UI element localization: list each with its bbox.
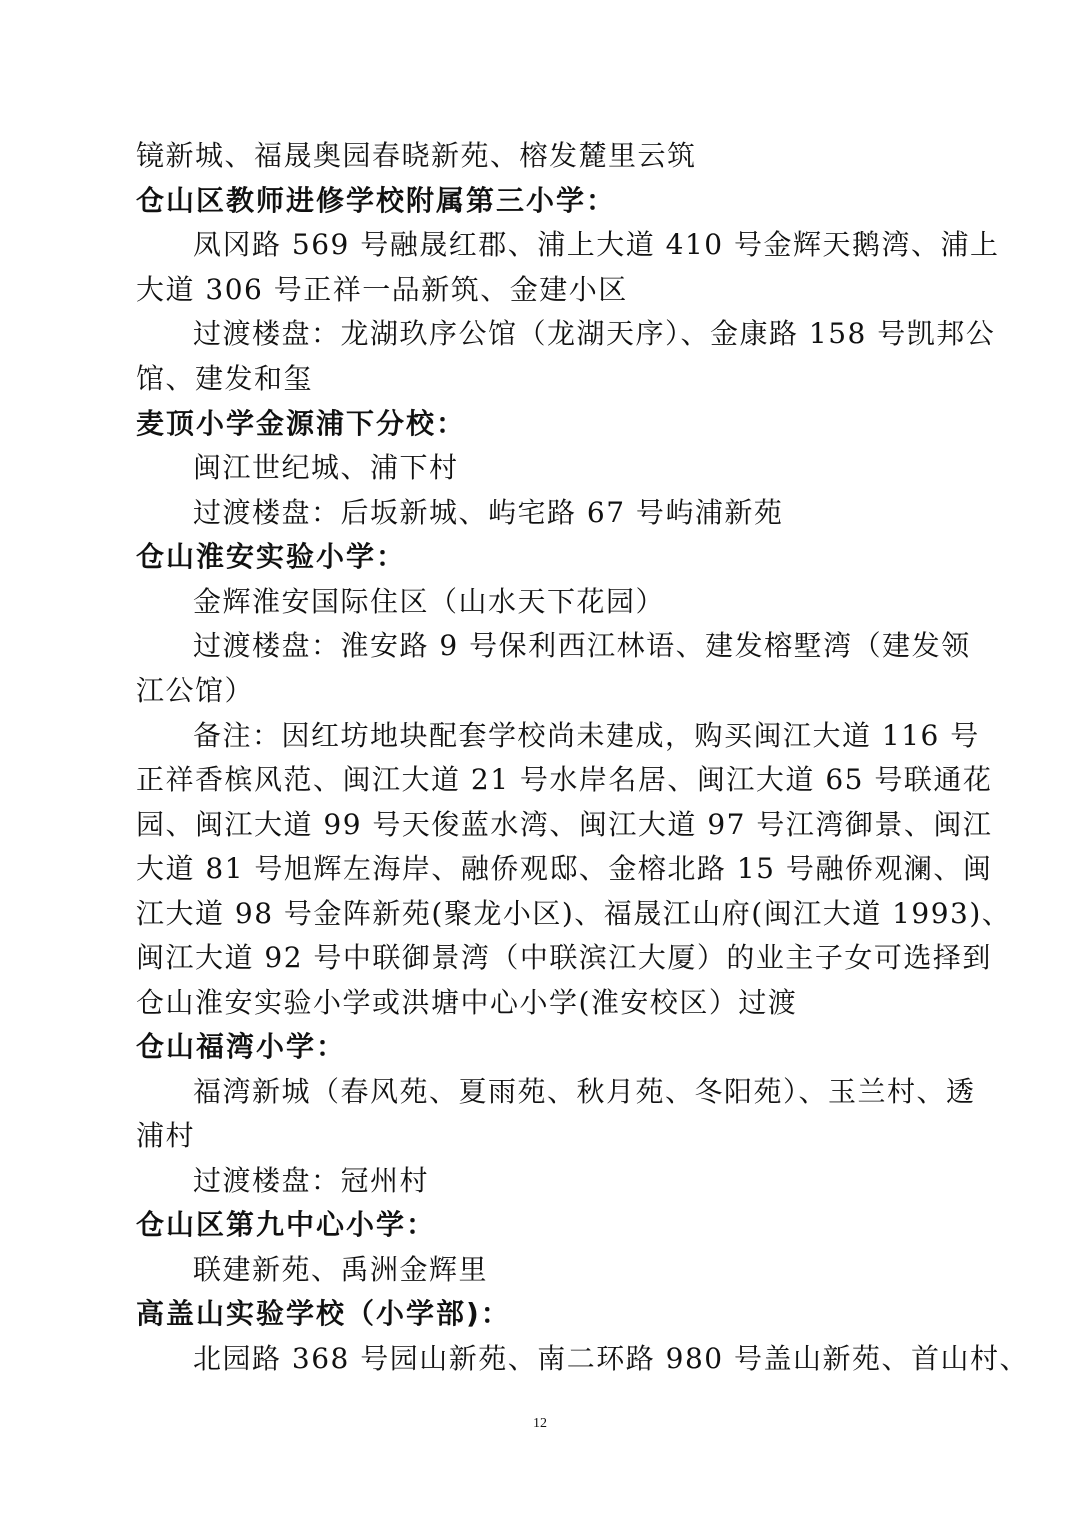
school-heading-cangshan-teacher-third: 仓山区教师进修学校附属第三小学： xyxy=(136,184,617,217)
school-heading-ninth-central: 仓山区第九中心小学： xyxy=(136,1208,437,1241)
school-zone-line: 金辉淮安国际住区（山水天下花园） xyxy=(193,585,666,618)
school-heading-fuwan: 仓山福湾小学： xyxy=(136,1030,347,1063)
school-zone-line: 北园路 368 号园山新苑、南二环路 980 号盖山新苑、首山村、 xyxy=(193,1342,1029,1375)
school-heading-gaogaishan: 高盖山实验学校（小学部)： xyxy=(136,1297,511,1330)
note-line: 江大道 98 号金阵新苑(聚龙小区)、福晟江山府(闽江大道 1993)、 xyxy=(136,897,1012,930)
transition-line: 过渡楼盘：冠州村 xyxy=(193,1164,430,1197)
page-number: 12 xyxy=(533,1416,547,1431)
school-zone-line: 福湾新城（春风苑、夏雨苑、秋月苑、冬阳苑）、玉兰村、透 xyxy=(193,1075,976,1108)
school-zone-line: 浦村 xyxy=(136,1119,196,1152)
note-line: 园、闽江大道 99 号天俊蓝水湾、闽江大道 97 号江湾御景、闽江 xyxy=(136,808,993,841)
transition-line: 过渡楼盘：龙湖玖序公馆（龙湖天序）、金康路 158 号凯邦公 xyxy=(193,317,996,350)
school-heading-huaian: 仓山淮安实验小学： xyxy=(136,540,407,573)
note-line: 正祥香槟风范、闽江大道 21 号水岸名居、闽江大道 65 号联通花 xyxy=(136,763,993,796)
note-line: 仓山淮安实验小学或洪塘中心小学(淮安校区）过渡 xyxy=(136,986,798,1019)
school-heading-maiding-pudong: 麦顶小学金源浦下分校： xyxy=(136,407,467,440)
transition-line: 馆、建发和玺 xyxy=(136,362,314,395)
school-zone-line: 凤冈路 569 号融晟红郡、浦上大道 410 号金辉天鹅湾、浦上 xyxy=(193,228,1000,261)
transition-line: 江公馆） xyxy=(136,674,255,707)
transition-line: 过渡楼盘：后坂新城、屿宅路 67 号屿浦新苑 xyxy=(193,496,784,529)
school-zone-line: 大道 306 号正祥一品新筑、金建小区 xyxy=(136,273,628,306)
school-zone-line: 闽江世纪城、浦下村 xyxy=(193,451,459,484)
transition-line: 过渡楼盘：淮安路 9 号保利西江林语、建发榕墅湾（建发领 xyxy=(193,629,971,662)
note-line: 闽江大道 92 号中联御景湾（中联滨江大厦）的业主子女可选择到 xyxy=(136,941,992,974)
text-line-continuation: 镜新城、福晟奥园春晓新苑、榕发麓里云筑 xyxy=(136,139,697,172)
school-zone-line: 联建新苑、禹洲金辉里 xyxy=(193,1253,489,1286)
note-line: 备注：因红坊地块配套学校尚未建成，购买闽江大道 116 号 xyxy=(193,719,980,752)
note-line: 大道 81 号旭辉左海岸、融侨观邸、金榕北路 15 号融侨观澜、闽 xyxy=(136,852,993,885)
